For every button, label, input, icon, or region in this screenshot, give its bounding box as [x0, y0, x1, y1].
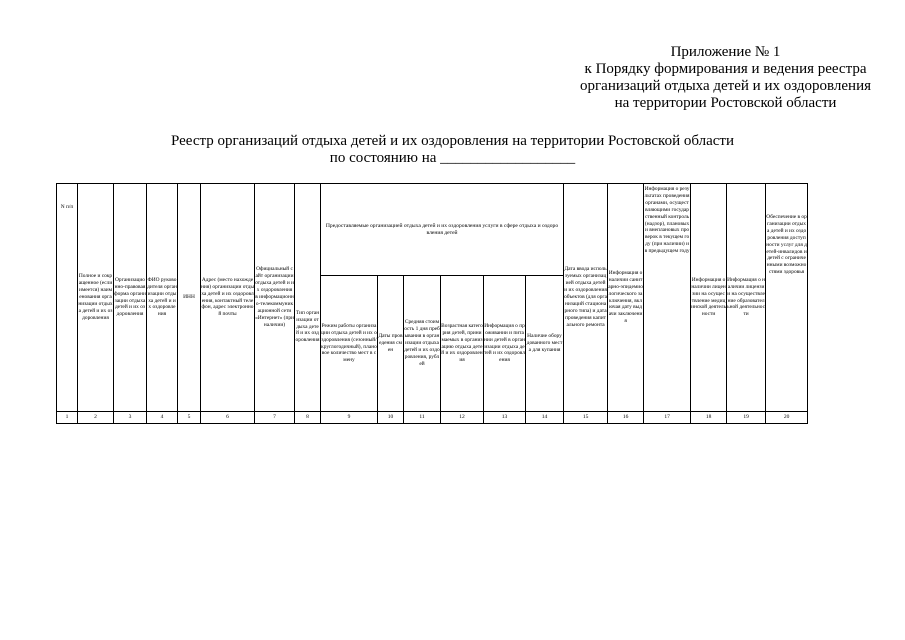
appendix-heading [580, 44, 871, 112]
column-number: 12 [441, 412, 484, 424]
header-cell: Наличие оборудованного места для купания [526, 276, 564, 412]
header-cell: Информация о наличии санитарно-эпидемиологического заключения, включая дату выдачи заключения [608, 184, 644, 412]
header-row-top [57, 184, 808, 276]
column-number: 5 [178, 412, 201, 424]
appendix-line: организаций отдыха детей и их оздоровления [580, 78, 871, 94]
title-line: Реестр организаций отдыха детей и их оздоровления на территории Ростовской области [171, 133, 734, 149]
appendix-line: на территории Ростовской области [614, 95, 837, 111]
column-number: 19 [727, 412, 766, 424]
header-cell: Тип организации отдыха детей и их оздоровления [295, 184, 321, 412]
header-cell: Информация о проживании и питании детей в организации отдыха детей и их оздоровления [484, 276, 526, 412]
column-number: 8 [295, 412, 321, 424]
column-number: 7 [255, 412, 295, 424]
header-cell: Средняя стоимость 1 дня пребывания в организации отдыха детей и их оздоровления, рублей [404, 276, 441, 412]
header-cell: Возрастная категория детей, принимаемых в организацию отдыха детей и их оздоровления [441, 276, 484, 412]
appendix-line: к Порядку формирования и ведения реестра [584, 61, 867, 77]
header-cell: Информация о наличии лицензии на осуществление образовательной деятельности [727, 184, 766, 412]
header-cell: Адрес (место нахождения) организации отдыха детей и их оздоровления, контактный телефон, адрес электронной почты [201, 184, 255, 412]
column-number: 10 [378, 412, 404, 424]
column-number: 9 [321, 412, 378, 424]
services-group-header: Предоставляемые организацией отдыха детей и их оздоровления услуги в сфере отдыха и оздоровления детей [321, 184, 564, 276]
column-number-row [57, 412, 808, 424]
column-number: 14 [526, 412, 564, 424]
header-cell: Дата ввода используемых организацией отдыха детей и их оздоровления объектов (для организаций стационарного типа) и дата проведения капитального ремонта [564, 184, 608, 412]
column-number: 2 [78, 412, 114, 424]
header-cell: N п/п [57, 184, 78, 412]
column-number: 4 [147, 412, 178, 424]
header-cell: Информация о наличии лицензии на осуществление медицинской деятельности [691, 184, 727, 412]
column-number: 13 [484, 412, 526, 424]
header-cell: ФИО руководителя организации отдыха детей и их оздоровления [147, 184, 178, 412]
header-cell: Полное и сокращенное (если имеется) наименования организации отдыха детей и их оздоровления [78, 184, 114, 412]
registry-table [56, 183, 808, 424]
column-number: 15 [564, 412, 608, 424]
header-cell: Организационно-правовая форма организации отдыха детей и их оздоровления [114, 184, 147, 412]
header-cell: Обеспечение в организации отдыха детей и их оздоровления доступности услуг для детей-инвалидов и детей с ограниченными возможностями здоровья [766, 184, 808, 412]
column-number: 20 [766, 412, 808, 424]
column-number: 17 [644, 412, 691, 424]
header-cell: ИНН [178, 184, 201, 412]
document-title [0, 133, 905, 167]
header-cell: Официальный сайт организации отдыха детей и их оздоровления в информационно-телекоммуникационной сети «Интернет» (при наличии) [255, 184, 295, 412]
appendix-line: Приложение № 1 [670, 44, 781, 60]
column-number: 6 [201, 412, 255, 424]
header-cell: Даты проведения смен [378, 276, 404, 412]
header-cell: Информация о результатах проведения органами, осуществляющими государственный контроль (надзор), плановых и внеплановых проверок в текущем году (при наличии) и в предыдущем году [644, 184, 691, 412]
column-number: 16 [608, 412, 644, 424]
column-number: 18 [691, 412, 727, 424]
column-number: 1 [57, 412, 78, 424]
header-cell: Режим работы организации отдыха детей и их оздоровления (сезонный/круглогодичный), плановое количество мест в смену [321, 276, 378, 412]
date-line: по состоянию на __________________ [329, 150, 576, 166]
column-number: 3 [114, 412, 147, 424]
column-number: 11 [404, 412, 441, 424]
